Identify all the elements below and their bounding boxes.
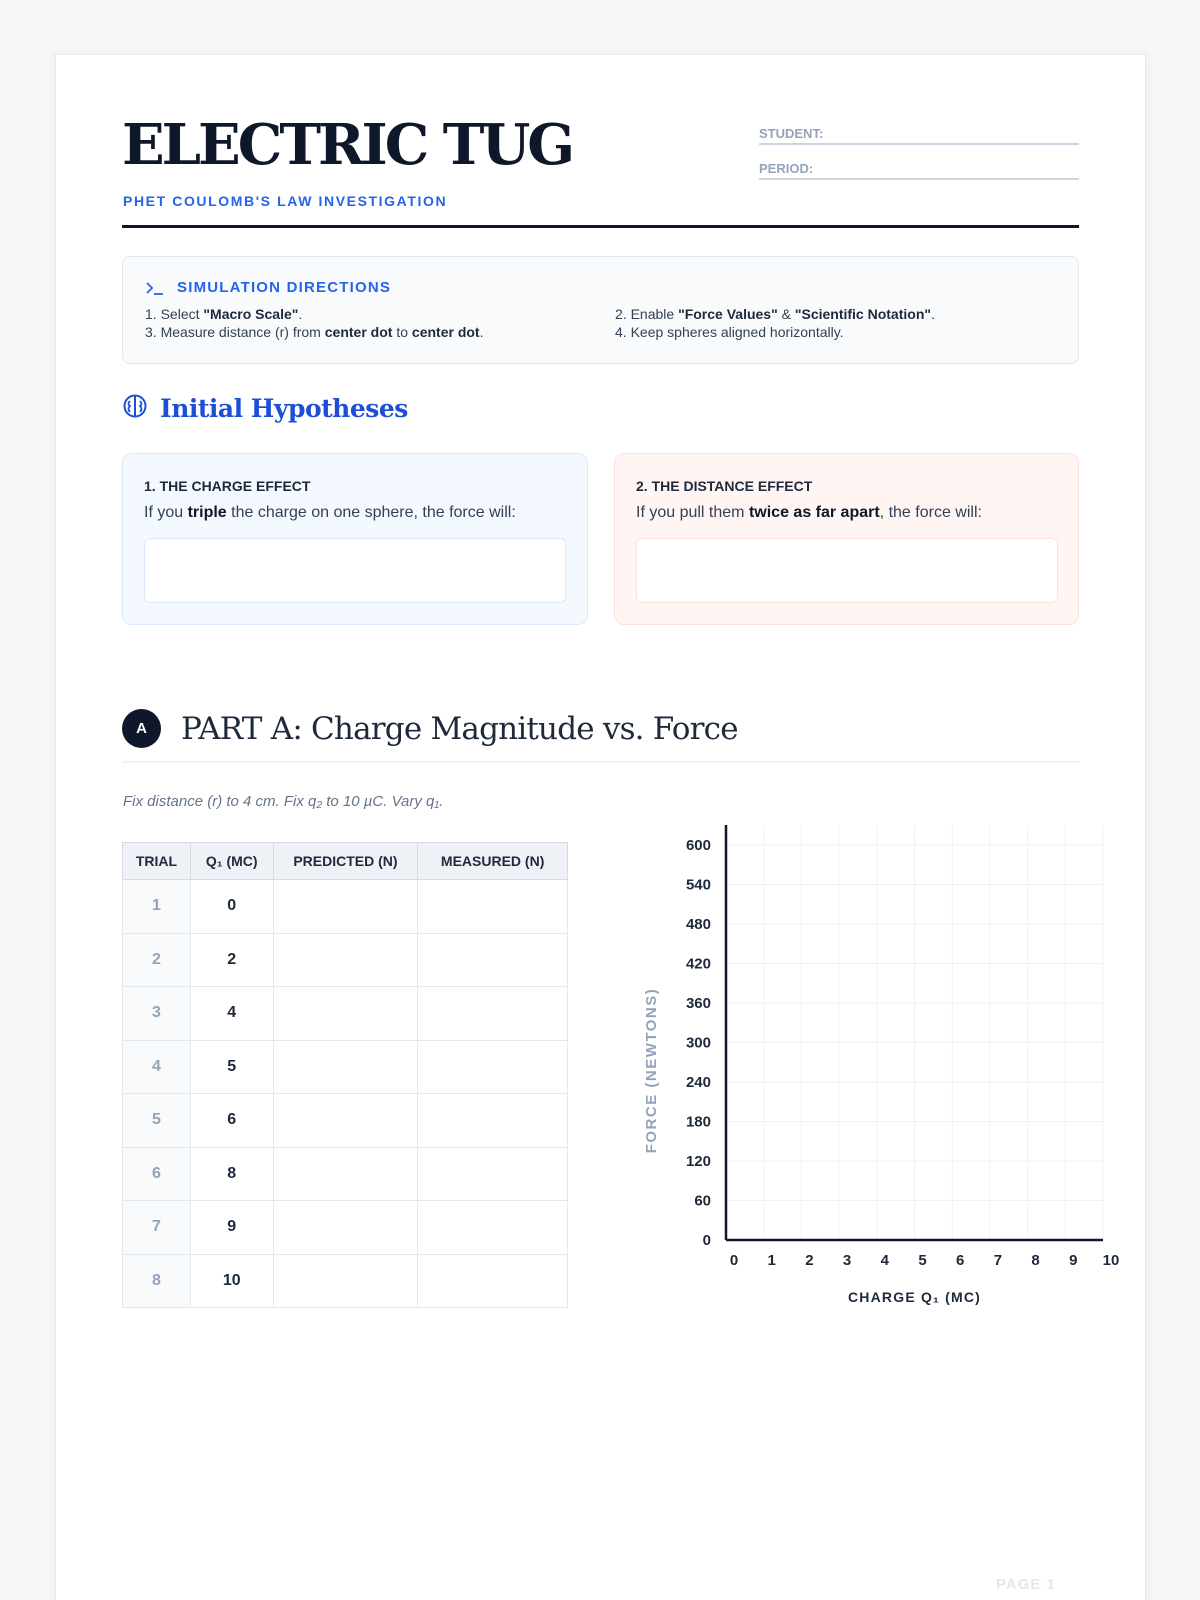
hypotheses-title: Initial Hypotheses (160, 394, 408, 423)
student-field[interactable] (759, 119, 1079, 145)
trial-cell: 3 (123, 987, 191, 1041)
measured-input-cell[interactable] (418, 1040, 568, 1094)
table-row (123, 1040, 568, 1094)
direction-step-1: 1. Select "Macro Scale". (145, 306, 303, 322)
table-row (123, 933, 568, 987)
period-field[interactable] (759, 154, 1079, 180)
brain-icon (122, 393, 148, 424)
column-header: Q₁ (MC) (190, 843, 273, 880)
direction-step-3: 3. Measure distance (r) from center dot to center dot. (145, 324, 484, 340)
table-row (123, 1254, 568, 1308)
period-label: PERIOD: (759, 161, 814, 176)
part-divider (122, 761, 1079, 763)
direction-step-4: 4. Keep spheres aligned horizontally. (615, 324, 844, 340)
page-number: PAGE 1 (996, 1576, 1056, 1593)
hypothesis-question: If you pull them twice as far apart, the force will: (636, 504, 982, 521)
simulation-directions (122, 256, 1079, 364)
part-badge: A (122, 709, 161, 748)
x-tick-label: 4 (880, 1252, 889, 1269)
hypothesis-answer-box[interactable] (636, 538, 1058, 603)
hypothesis-answer-box[interactable] (144, 538, 566, 603)
q1-cell: 6 (190, 1094, 273, 1148)
student-label: STUDENT: (759, 126, 824, 141)
y-tick-label: 540 (685, 876, 711, 894)
table-row (123, 1147, 568, 1201)
q1-cell: 5 (190, 1040, 273, 1094)
measured-input-cell[interactable] (418, 933, 568, 987)
measured-input-cell[interactable] (418, 1201, 568, 1255)
x-tick-label: 6 (956, 1252, 965, 1269)
y-tick-label: 60 (694, 1192, 711, 1210)
y-tick-label: 300 (685, 1034, 711, 1052)
force-vs-charge-chart (576, 825, 1136, 1385)
column-header: MEASURED (N) (418, 843, 568, 880)
predicted-input-cell[interactable] (273, 880, 418, 934)
direction-step-2: 2. Enable "Force Values" & "Scientific Notation". (615, 306, 935, 322)
y-tick-label: 360 (685, 995, 711, 1012)
x-tick-label: 3 (842, 1252, 852, 1269)
q1-cell: 8 (190, 1147, 273, 1201)
header-divider (122, 225, 1079, 228)
y-tick-label: 120 (685, 1153, 711, 1170)
predicted-input-cell[interactable] (273, 1040, 418, 1094)
trial-cell: 2 (123, 933, 191, 987)
part-instructions: Fix distance (r) to 4 cm. Fix q₂ to 10 µC. Vary q₁. (123, 793, 444, 810)
y-axis-label: FORCE (NEWTONS) (643, 987, 660, 1154)
measured-input-cell[interactable] (418, 1254, 568, 1308)
y-tick-label: 240 (685, 1074, 711, 1091)
terminal-icon (145, 280, 167, 296)
worksheet-page (55, 54, 1146, 1600)
predicted-input-cell[interactable] (273, 987, 418, 1041)
q1-cell: 9 (190, 1201, 273, 1255)
x-tick-label: 0 (729, 1252, 739, 1269)
hypothesis-question: If you triple the charge on one sphere, the force will: (144, 504, 516, 521)
table-row (123, 987, 568, 1041)
measured-input-cell[interactable] (418, 880, 568, 934)
page-subtitle: PHET COULOMB'S LAW INVESTIGATION (123, 193, 448, 209)
hypothesis-card-distance (614, 453, 1079, 625)
measured-input-cell[interactable] (418, 987, 568, 1041)
part-title: PART A: Charge Magnitude vs. Force (181, 710, 738, 747)
predicted-input-cell[interactable] (273, 933, 418, 987)
y-tick-label: 180 (685, 1113, 711, 1131)
q1-cell: 0 (190, 880, 273, 934)
trial-cell: 4 (123, 1040, 191, 1094)
predicted-input-cell[interactable] (273, 1254, 418, 1308)
trial-cell: 5 (123, 1094, 191, 1148)
y-tick-label: 0 (702, 1232, 711, 1249)
directions-title: SIMULATION DIRECTIONS (177, 279, 392, 296)
hypothesis-card-charge (122, 453, 588, 625)
trial-cell: 1 (123, 880, 191, 934)
column-header: PREDICTED (N) (273, 843, 418, 880)
trial-cell: 8 (123, 1254, 191, 1308)
x-tick-label: 7 (993, 1252, 1003, 1269)
predicted-input-cell[interactable] (273, 1094, 418, 1148)
y-tick-label: 420 (685, 955, 711, 973)
x-tick-label: 9 (1069, 1252, 1078, 1269)
data-table (122, 842, 568, 1308)
part-a-heading (122, 709, 738, 748)
column-header: TRIAL (123, 843, 191, 880)
table-row (123, 1201, 568, 1255)
q1-cell: 4 (190, 987, 273, 1041)
x-tick-label: 5 (918, 1252, 927, 1269)
trial-cell: 7 (123, 1201, 191, 1255)
x-tick-label: 1 (767, 1252, 776, 1269)
y-tick-label: 480 (685, 916, 711, 933)
q1-cell: 2 (190, 933, 273, 987)
measured-input-cell[interactable] (418, 1094, 568, 1148)
hypothesis-label: 2. THE DISTANCE EFFECT (636, 478, 813, 494)
table-row (123, 880, 568, 934)
table-row (123, 1094, 568, 1148)
q1-cell: 10 (190, 1254, 273, 1308)
hypothesis-label: 1. THE CHARGE EFFECT (144, 478, 311, 494)
x-tick-label: 2 (805, 1252, 814, 1269)
hypotheses-heading (122, 393, 408, 424)
x-axis-label: CHARGE Q₁ (MC) (847, 1289, 982, 1305)
table-header-row (123, 843, 568, 880)
measured-input-cell[interactable] (418, 1147, 568, 1201)
trial-cell: 6 (123, 1147, 191, 1201)
predicted-input-cell[interactable] (273, 1201, 418, 1255)
y-tick-label: 600 (685, 837, 711, 854)
x-tick-label: 10 (1102, 1252, 1120, 1269)
page-title: ELECTRIC TUG (122, 112, 573, 178)
x-tick-label: 8 (1031, 1252, 1040, 1269)
predicted-input-cell[interactable] (273, 1147, 418, 1201)
